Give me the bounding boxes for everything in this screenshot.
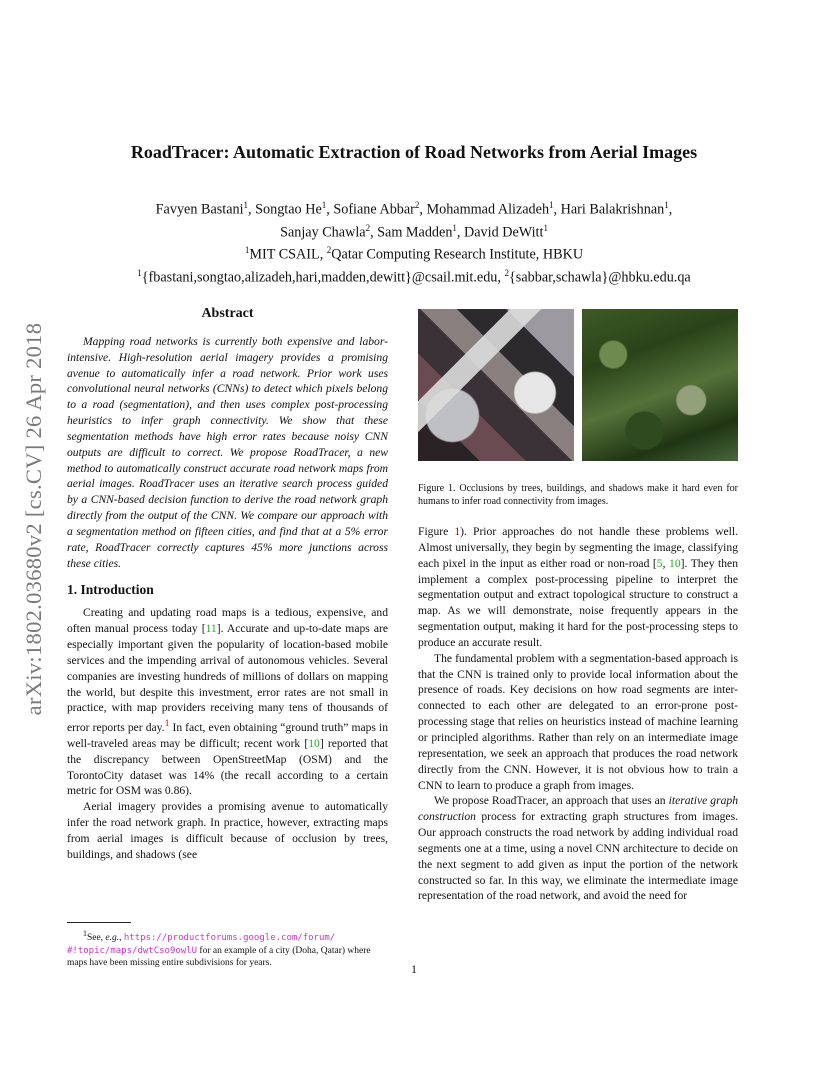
footnote-url-link[interactable]: #!topic/maps/dwtCso9owlU bbox=[67, 945, 198, 956]
author-name: Favyen Bastani bbox=[155, 201, 244, 218]
left-column bbox=[67, 306, 388, 863]
author-name: Songtao He bbox=[255, 201, 322, 218]
author-line-1 bbox=[60, 196, 768, 219]
text-run: process for extracting graph structures from images. Our approach constructs the road network by adding individual road segments one at a time, using a novel CNN architecture to decide on the next segment to add given as input the portion of the network constructed so far. In this way, we eliminate the intermediate image representation of the road network, and avoid the need for bbox=[418, 810, 738, 903]
text-run: See, bbox=[86, 933, 106, 944]
figure-link[interactable]: 1 bbox=[454, 525, 461, 538]
email-mark: 2 bbox=[504, 268, 509, 279]
author-separator: , bbox=[419, 201, 427, 218]
footnote-link[interactable]: 1 bbox=[164, 718, 170, 730]
footnote-number: 1 bbox=[83, 929, 87, 938]
abstract-heading: Abstract bbox=[201, 306, 254, 321]
intro-paragraph-2: Aerial imagery provides a promising avenue to automatically infer the road network graph. In practice, however, extracting maps from aerial images is difficult because of occlusion by trees, buildings, and shadows (see bbox=[67, 800, 388, 861]
author-affiliation-mark: 1 bbox=[664, 200, 669, 210]
affiliation-2: Qatar Computing Research Institute, HBKU bbox=[331, 247, 584, 264]
emphasis-text: e.g. bbox=[105, 933, 120, 944]
intro-paragraph-1 bbox=[67, 605, 388, 799]
author-name: David DeWitt bbox=[464, 224, 544, 241]
page-number: 1 bbox=[411, 962, 417, 976]
figure-1 bbox=[418, 309, 738, 461]
author-separator: , bbox=[456, 224, 465, 241]
arxiv-id-text: arXiv:1802.03680v2 [cs.CV] 26 Apr 2018 bbox=[21, 322, 46, 716]
paper-title: RoadTracer: Automatic Extraction of Road Networks from Aerial Images bbox=[130, 142, 698, 162]
author-line-2 bbox=[60, 219, 768, 242]
author-name: Mohammad Alizadeh bbox=[426, 201, 550, 218]
author-name: Sanjay Chawla bbox=[280, 224, 366, 241]
affiliation-mark: 2 bbox=[326, 245, 332, 256]
author-separator: , bbox=[553, 201, 561, 218]
author-separator: , bbox=[370, 224, 378, 241]
aerial-image-trees bbox=[582, 309, 738, 461]
email-mark: 1 bbox=[137, 268, 142, 279]
author-name: Sofiane Abbar bbox=[333, 201, 415, 218]
author-affiliation-mark: 1 bbox=[321, 200, 327, 210]
affiliation-1: MIT CSAIL, bbox=[249, 247, 327, 264]
author-affiliation-mark: 1 bbox=[452, 222, 457, 233]
author-name: Hari Balakrishnan bbox=[560, 201, 665, 218]
text-run: In fact, even obtaining “ground truth” maps in well-traveled areas may be difficult; recent work [ bbox=[67, 721, 388, 750]
introduction-heading: 1. Introduction bbox=[67, 581, 154, 597]
citation-link[interactable]: 10 bbox=[308, 736, 320, 750]
affiliations bbox=[60, 241, 768, 264]
text-run: ]. Accurate and up-to-date maps are especially important given the popularity of location-based mobile services and the impending arrival of autonomous vehicles. Several companies are investing hundreds of millions of dollars on mapping the world, but despite this investment, error rates are not small in practice, with map providers receiving many tens of thousands of error reports per day. bbox=[67, 622, 388, 735]
text-run: ]. They then implement a complex post-processing pipeline to interpret the segmentation output and extract topological structure to construct a map. As we will demonstrate, noise frequently appears in the segmentation output, making it hard for the post-processing steps to produce an accurate result. bbox=[418, 556, 739, 649]
author-affiliation-mark: 2 bbox=[414, 200, 420, 210]
text-run: ] reported that the discrepancy between OpenStreetMap (OSM) and the TorontoCity dataset was 14% (the recall according to a certain metric for OSM was 0.86). bbox=[67, 736, 388, 798]
aerial-image-buildings bbox=[418, 309, 574, 461]
author-affiliation-mark: 1 bbox=[549, 200, 554, 210]
author-separator: , bbox=[248, 201, 256, 218]
emails bbox=[60, 264, 768, 287]
right-paragraph-1 bbox=[418, 524, 738, 651]
text-run: for an example of a city (Doha, Qatar) where maps have been missing entire subdivisions for years. bbox=[67, 945, 371, 969]
text-run: We propose RoadTracer, an approach that uses an bbox=[434, 794, 669, 808]
emphasis-text: iterative graph construction bbox=[418, 794, 738, 824]
right-paragraph-2: The fundamental problem with a segmentation-based approach is that the CNN is trained only to provide local information about the presence of roads. Key decisions on how road segments are inter-connected to each other are delegated to an error-prone post-processing stage that relies on heuristics instead of machine learning or principled algorithms. Rather than rely on an intermediate image representation, we seek an approach that produces the road network directly from the CNN. However, it is not obvious how to train a CNN to learn to produce a graph from images. bbox=[418, 651, 738, 792]
citation-link[interactable]: 11 bbox=[205, 622, 217, 636]
arxiv-identifier bbox=[20, 284, 48, 754]
author-affiliation-mark: 1 bbox=[543, 222, 548, 233]
right-column bbox=[418, 524, 738, 904]
author-block bbox=[60, 196, 768, 287]
citation-link[interactable]: 10 bbox=[669, 556, 681, 570]
citation-link[interactable]: 5 bbox=[656, 556, 663, 570]
email-group-2: {sabbar,schawla}@hbku.edu.qa bbox=[509, 269, 691, 286]
affiliation-mark: 1 bbox=[244, 245, 250, 256]
right-paragraph-3 bbox=[418, 793, 738, 904]
author-name: Sam Madden bbox=[377, 224, 453, 241]
abstract-text: Mapping road networks is currently both expensive and labor-intensive. High-resolution aerial imagery provides a promising avenue to automatically infer a road network. Prior work uses convolutional neural networks (CNNs) to detect which pixels belong to a road (segmentation), and then uses complex post-processing heuristics to infer graph connectivity. We show that these segmentation methods have high error rates because noisy CNN outputs are difficult to correct. We propose RoadTracer, a new method to automatically construct accurate road network maps from aerial images. RoadTracer uses an iterative search process guided by a CNN-based decision function to derive the road network graph directly from the output of the CNN. We compare our approach with a segmentation method on fifteen cities, and find that at a 5% error rate, RoadTracer correctly captures 45% more junctions across these cities. bbox=[67, 334, 388, 570]
text-run: Creating and updating road maps is a tedious, expensive, and often manual process today [ bbox=[67, 606, 388, 636]
text-run: ). Prior approaches do not handle these problems well. Almost universally, they begin by segmenting the image, classifying each pixel in the input as either road or non-road [ bbox=[418, 525, 739, 570]
text-run: , bbox=[662, 556, 670, 570]
footnote-line bbox=[67, 928, 388, 945]
text-run: , bbox=[119, 933, 124, 944]
author-affiliation-mark: 1 bbox=[243, 200, 249, 210]
footnote-url-link[interactable]: https://productforums.google.com/forum/ bbox=[123, 933, 336, 944]
text-run: Figure bbox=[418, 525, 455, 538]
author-separator: , bbox=[668, 201, 673, 218]
email-group-1: {fbastani,songtao,alizadeh,hari,madden,dewitt}@csail.mit.edu, bbox=[141, 269, 505, 286]
figure-1-caption: Figure 1. Occlusions by trees, buildings, and shadows make it hard even for humans to infer road connectivity from images. bbox=[418, 483, 738, 507]
footnote-rule bbox=[67, 922, 131, 923]
author-separator: , bbox=[326, 201, 334, 218]
author-affiliation-mark: 2 bbox=[365, 222, 371, 233]
